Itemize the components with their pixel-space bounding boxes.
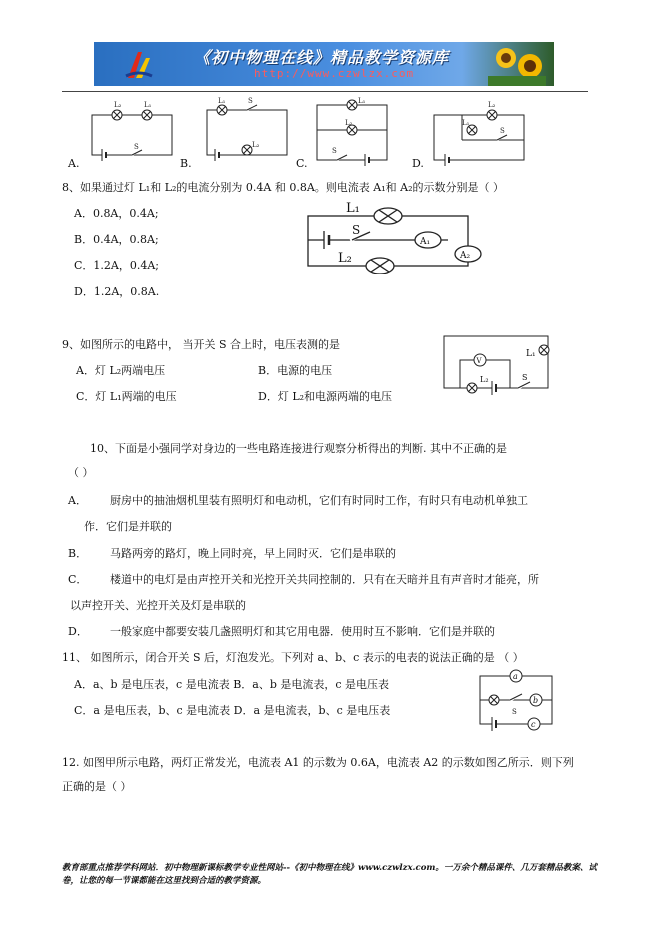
q10-option-a-letter: A． xyxy=(68,494,87,507)
svg-text:L₁: L₁ xyxy=(218,97,226,105)
svg-text:L₁: L₁ xyxy=(462,119,470,127)
q10-paren: （ ） xyxy=(68,466,94,479)
svg-text:L₁: L₁ xyxy=(526,349,536,359)
q8-circuit-diagram xyxy=(300,198,490,274)
q10-option-d-line1: 一般家庭中都要安装几盏照明灯和其它用电器．使用时互不影响．它们是并联的 xyxy=(110,625,495,638)
q7-option-b: B. xyxy=(180,157,192,170)
q11-stem: 11、 如图所示，闭合开关 S 后，灯泡发光。下列对 a、b、c 表示的电表的说法正确的是 （ ） xyxy=(62,651,524,664)
banner-url: http://www.czwlzx.com xyxy=(254,67,415,80)
svg-text:L₂: L₂ xyxy=(488,101,496,109)
q9-option-d: D．灯 L₂和电源两端的电压 xyxy=(258,390,393,403)
q11-options-row2: C．a 是电压表，b、c 是电流表 D．a 是电流表，b、c 是电压表 xyxy=(74,704,391,717)
q8-option-c: C．1.2A，0.4A; xyxy=(74,259,159,272)
q7-circuit-diagrams xyxy=(62,95,582,170)
q12-stem-line2: 正确的是（ ） xyxy=(62,780,132,793)
svg-text:A₂: A₂ xyxy=(460,251,471,261)
svg-text:V: V xyxy=(476,357,482,365)
q9-option-c: C．灯 L₁两端的电压 xyxy=(76,390,177,403)
q11-options-row1: A．a、b 是电压表，c 是电流表 B．a、b 是电流表，c 是电压表 xyxy=(74,678,390,691)
q8-option-d: D．1.2A，0.8A. xyxy=(74,285,160,298)
svg-text:L₂: L₂ xyxy=(114,101,122,109)
q10-option-b-letter: B． xyxy=(68,547,88,560)
q9-option-b: B．电源的电压 xyxy=(258,364,333,377)
svg-text:S: S xyxy=(248,97,253,105)
q7-option-a: A. xyxy=(68,157,80,170)
q10-option-d-letter: D． xyxy=(68,625,88,638)
q10-option-a-line2: 作．它们是并联的 xyxy=(84,520,172,533)
svg-text:c: c xyxy=(531,720,536,729)
q7-option-d: D. xyxy=(412,157,424,170)
q9-circuit-diagram xyxy=(440,330,552,402)
svg-text:L₁: L₁ xyxy=(346,201,360,216)
svg-text:L₂: L₂ xyxy=(480,375,489,384)
svg-text:S: S xyxy=(352,223,361,237)
q10-option-b-line1: 马路两旁的路灯，晚上同时亮，早上同时灭．它们是串联的 xyxy=(110,547,396,560)
banner-title: 《初中物理在线》精品教学资源库 xyxy=(194,48,450,67)
q12-stem-line1: 12. 如图甲所示电路，两灯正常发光，电流表 A1 的示数为 0.6A，电流表 A2 的示数如图乙所示．则下列 xyxy=(62,756,574,769)
q10-option-c-line1: 楼道中的电灯是由声控开关和光控开关共同控制的．只有在天暗并且有声音时才能亮，所 xyxy=(110,573,539,586)
svg-text:S: S xyxy=(522,373,528,382)
svg-text:L₂: L₂ xyxy=(252,141,260,149)
q8-option-a: A．0.8A，0.4A; xyxy=(74,207,159,220)
sunflower-icon xyxy=(488,44,546,86)
svg-text:S: S xyxy=(332,147,337,155)
svg-text:L₂: L₂ xyxy=(345,119,353,127)
svg-text:a: a xyxy=(513,672,518,681)
q10-option-c-letter: C． xyxy=(68,573,88,586)
q10-option-c-line2: 以声控开关、光控开关及灯是串联的 xyxy=(70,599,246,612)
svg-text:L₁: L₁ xyxy=(144,101,152,109)
svg-text:L₂: L₂ xyxy=(338,251,352,266)
svg-text:S: S xyxy=(500,127,505,135)
page-footer: 教育部重点推荐学科网站．初中物理新课标教学专业性网站--《初中物理在线》www.czwlzx.com。一万余个精品课件、几万套精品教案、试卷，让您的每一节课都能在这里找到合适的教学资源。 xyxy=(62,863,597,886)
q8-option-b: B．0.4A，0.8A; xyxy=(74,233,159,246)
q10-stem: 10、下面是小强同学对身边的一些电路连接进行观察分析得出的判断. 其中不正确的是 xyxy=(90,442,507,455)
q8-stem: 8、如果通过灯 L₁和 L₂的电流分别为 0.4A 和 0.8A。则电流表 A₁和 A₂的示数分别是（ ） xyxy=(62,181,504,194)
svg-text:b: b xyxy=(533,696,539,705)
svg-text:S: S xyxy=(134,143,139,151)
header-rule xyxy=(62,91,588,92)
header-banner xyxy=(94,42,554,86)
svg-text:L₁: L₁ xyxy=(358,97,366,105)
svg-text:S: S xyxy=(512,708,517,716)
site-logo-icon xyxy=(122,48,156,82)
q11-circuit-diagram xyxy=(470,664,566,734)
q10-option-a-line1: 厨房中的抽油烟机里装有照明灯和电动机，它们有时同时工作，有时只有电动机单独工 xyxy=(110,494,528,507)
q9-option-a: A．灯 L₂两端电压 xyxy=(76,364,166,377)
q9-stem: 9、如图所示的电路中， 当开关 S 合上时，电压表测的是 xyxy=(62,338,341,351)
q7-option-c: C. xyxy=(296,157,308,170)
svg-text:A₁: A₁ xyxy=(420,237,431,247)
